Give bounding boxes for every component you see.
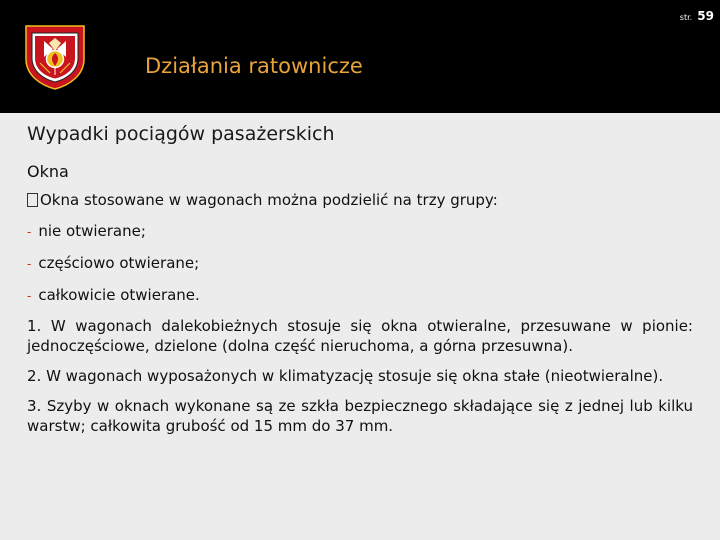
paragraph-2: 2. W wagonach wyposażonych w klimatyzację stosuje się okna stałe (nieotwieralne). — [27, 367, 664, 385]
bullet-box-icon — [27, 193, 38, 207]
header-bar — [0, 0, 720, 113]
dash-marker: - — [27, 257, 32, 271]
slide-content — [27, 119, 693, 436]
section-title: Wypadki pociągów pasażerskich — [27, 123, 335, 145]
dash-marker: - — [27, 225, 32, 239]
lead-text: Okna stosowane w wagonach można podzielić na trzy grupy: — [40, 191, 498, 209]
lead-line — [27, 189, 693, 211]
list-item-text: nie otwierane; — [38, 222, 146, 240]
page-number-prefix: str. — [679, 13, 693, 22]
list-item — [27, 252, 693, 275]
list-item-text: częściowo otwierane; — [38, 254, 200, 272]
header-title: Działania ratownicze — [145, 54, 363, 78]
page-number-value: 59 — [697, 9, 714, 23]
list-item-text: całkowicie otwierane. — [38, 286, 200, 304]
list-item — [27, 284, 693, 307]
dash-marker: - — [27, 289, 32, 303]
paragraph-1: 1. W wagonach dalekobieżnych stosuje się okna otwieralne, przesuwane w pionie: jednoczęściowe, dzielone (dolna część nieruchoma, a górna przesuwna). — [27, 317, 693, 355]
list-item — [27, 220, 693, 243]
subsection-title: Okna — [27, 162, 69, 181]
page-number — [680, 5, 714, 24]
paragraph-3: 3. Szyby w oknach wykonane są ze szkła bezpiecznego składające się z jednej lub kilku warstw; całkowita grubość od 15 mm do 37 mm. — [27, 397, 693, 435]
fire-brigade-logo-icon — [20, 21, 90, 91]
